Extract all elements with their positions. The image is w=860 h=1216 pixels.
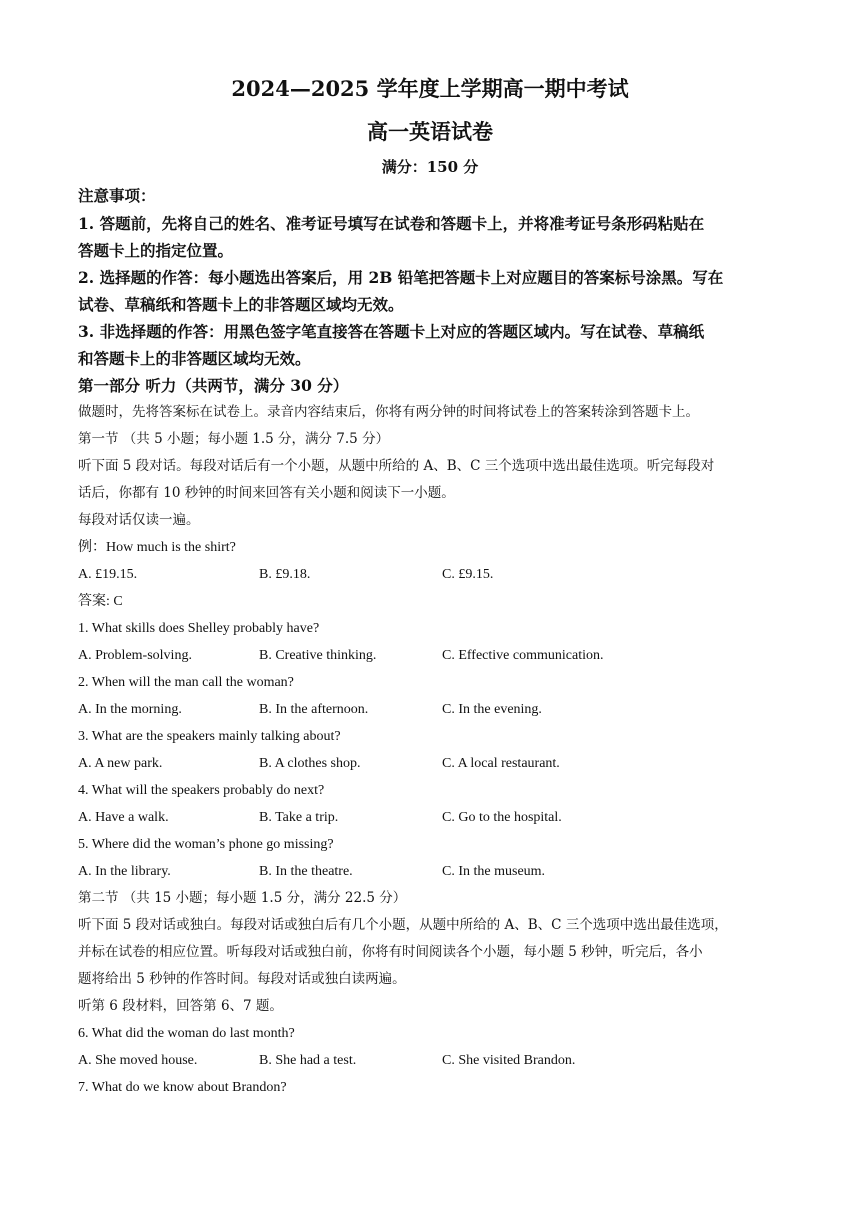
notice-item-3-line-1: 3. 非选择题的作答：用黑色签字笔直接答在答题卡上对应的答题区域内。写在试卷、草稿纸 xyxy=(78,322,705,341)
question-3-option-b: B. A clothes shop. xyxy=(259,756,361,771)
notice-item-3-line-2: 和答题卡上的非答题区域均无效。 xyxy=(78,349,311,368)
full-score: 满分：150 分 xyxy=(381,158,479,176)
question-7: 7. What do we know about Brandon? xyxy=(78,1080,287,1095)
question-1-option-b: B. Creative thinking. xyxy=(259,648,377,663)
section2-heading: 第二节 （共 15 小题；每小题 1.5 分，满分 22.5 分） xyxy=(78,890,407,906)
example-option-a: A. £19.15. xyxy=(78,567,138,582)
question-1-option-c: C. Effective communication. xyxy=(442,648,604,663)
question-3: 3. What are the speakers mainly talking about? xyxy=(78,729,341,744)
question-2-option-b: B. In the afternoon. xyxy=(259,702,369,717)
question-2-option-a: A. In the morning. xyxy=(78,702,182,717)
question-4-option-c: C. Go to the hospital. xyxy=(442,810,562,825)
section1-instruction-line-3: 每段对话仅读一遍。 xyxy=(78,512,200,528)
question-4: 4. What will the speakers probably do next? xyxy=(78,783,325,798)
question-3-option-c: C. A local restaurant. xyxy=(442,756,560,771)
question-5-option-b: B. In the theatre. xyxy=(259,864,353,879)
question-1: 1. What skills does Shelley probably have? xyxy=(78,621,320,636)
part1-instruction: 做题时，先将答案标在试卷上。录音内容结束后，你将有两分钟的时间将试卷上的答案转涂到答题卡上。 xyxy=(78,404,699,420)
part1-heading: 第一部分 听力（共两节，满分 30 分） xyxy=(78,376,349,395)
section1-heading: 第一节 （共 5 小题；每小题 1.5 分，满分 7.5 分） xyxy=(78,431,390,447)
example-question: 例：How much is the shirt? xyxy=(78,540,236,555)
notice-item-1-line-1: 1. 答题前，先将自己的姓名、准考证号填写在试卷和答题卡上，并将准考证号条形码粘贴在 xyxy=(78,214,705,233)
example-option-c: C. £9.15. xyxy=(442,567,494,582)
question-6-option-c: C. She visited Brandon. xyxy=(442,1053,576,1068)
example-answer: 答案: C xyxy=(78,594,123,609)
section2-instruction-line-3: 题将给出 5 秒钟的作答时间。每段对话或独白读两遍。 xyxy=(78,971,406,987)
question-2: 2. When will the man call the woman? xyxy=(78,675,294,690)
question-6-option-b: B. She had a test. xyxy=(259,1053,357,1068)
question-6: 6. What did the woman do last month? xyxy=(78,1026,295,1041)
exam-subtitle: 高一英语试卷 xyxy=(367,119,493,144)
question-4-option-b: B. Take a trip. xyxy=(259,810,339,825)
example-option-b: B. £9.18. xyxy=(259,567,311,582)
exam-title: 2024—2025 学年度上学期高一期中考试 xyxy=(231,76,629,101)
question-1-option-a: A. Problem-solving. xyxy=(78,648,192,663)
question-5: 5. Where did the woman’s phone go missing? xyxy=(78,837,334,852)
question-3-option-a: A. A new park. xyxy=(78,756,163,771)
material-6-prompt: 听第 6 段材料，回答第 6、7 题。 xyxy=(78,998,283,1014)
question-5-option-c: C. In the museum. xyxy=(442,864,546,879)
notice-item-2-line-2: 试卷、草稿纸和答题卡上的非答题区域均无效。 xyxy=(78,295,404,314)
notice-heading: 注意事项： xyxy=(78,186,156,205)
section2-instruction-line-2: 并标在试卷的相应位置。听每段对话或独白前，你将有时间阅读各个小题，每小题 5 秒钟，听完后，各小 xyxy=(78,944,703,960)
question-5-option-a: A. In the library. xyxy=(78,864,171,879)
notice-item-1-line-2: 答题卡上的指定位置。 xyxy=(78,241,234,260)
question-2-option-c: C. In the evening. xyxy=(442,702,542,717)
section1-instruction-line-1: 听下面 5 段对话。每段对话后有一个小题，从题中所给的 A、B、C 三个选项中选出最佳选项。听完每段对 xyxy=(78,458,715,474)
question-6-option-a: A. She moved house. xyxy=(78,1053,198,1068)
section2-instruction-line-1: 听下面 5 段对话或独白。每段对话或独白后有几个小题，从题中所给的 A、B、C 三个选项中选出最佳选项， xyxy=(78,917,728,933)
question-4-option-a: A. Have a walk. xyxy=(78,810,169,825)
section1-instruction-line-2: 话后，你都有 10 秒钟的时间来回答有关小题和阅读下一小题。 xyxy=(78,485,455,501)
notice-item-2-line-1: 2. 选择题的作答：每小题选出答案后，用 2B 铅笔把答题卡上对应题目的答案标号涂黑。写在 xyxy=(78,268,724,287)
